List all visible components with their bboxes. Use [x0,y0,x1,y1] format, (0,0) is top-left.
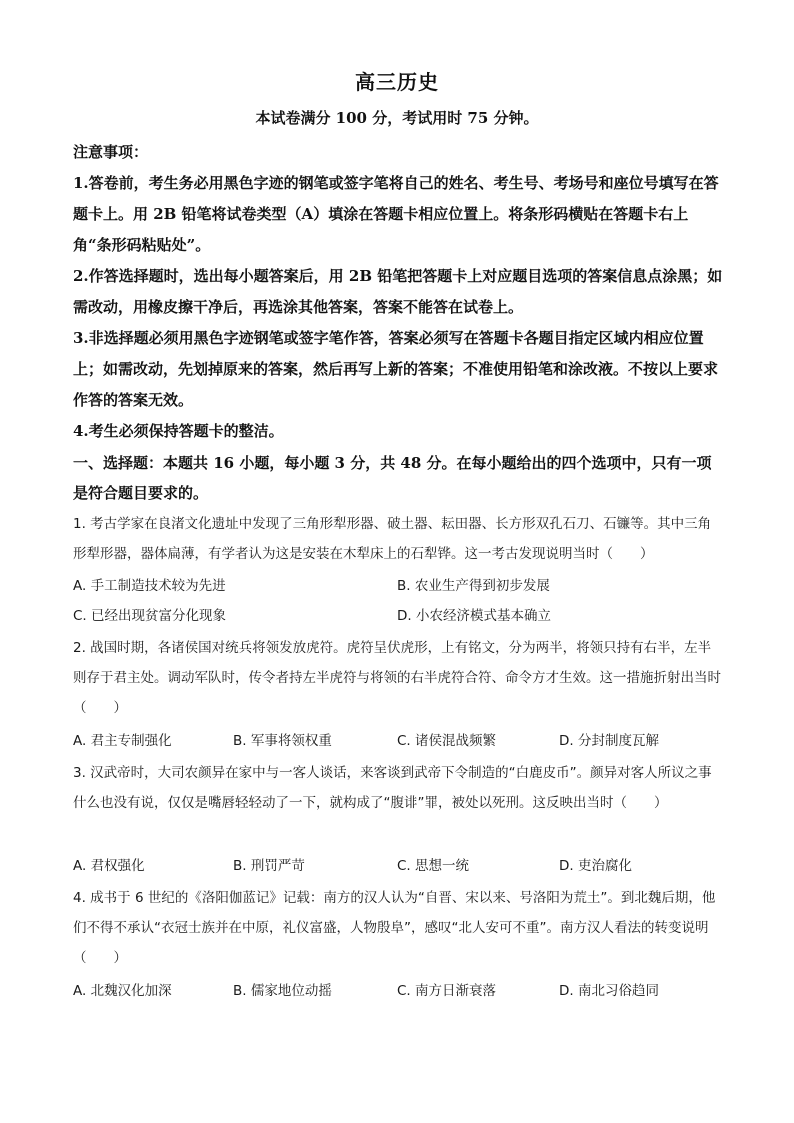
question-3-stem: 3. 汉武帝时，大司农颜异在家中与一客人谈话，来客谈到武帝下令制造的“白鹿皮币”。颜异对客人所议之事什么也没有说，仅仅是嘴唇轻轻动了一下，就构成了“腹诽”罪，被处以死刑。这反映出当时（ ） [73,765,712,811]
question-3-option-d[interactable]: D. 吏治腐化 [559,858,632,874]
question-4-stem: 4. 成书于 6 世纪的《洛阳伽蓝记》记载：南方的汉人认为“自晋、宋以来、号洛阳为荒土”。到北魏后期，他们不得不承认“衣冠士族并在中原，礼仪富盛，人物殷阜”，感叹“北人安可不重”。南方汉人看法的转变说明（ ） [73,890,716,966]
question-1-option-b[interactable]: B. 农业生产得到初步发展 [397,578,550,594]
question-2-option-d[interactable]: D. 分封制度瓦解 [559,733,659,749]
question-4-options [73,976,723,1006]
question-4-option-c[interactable]: C. 南方日渐衰落 [397,983,497,999]
question-1-option-a[interactable]: A. 手工制造技术较为先进 [73,578,226,594]
exam-subtitle: 本试卷满分 100 分，考试用时 75 分钟。 [255,109,539,127]
question-2-stem: 2. 战国时期，各诸侯国对统兵将领发放虎符。虎符呈伏虎形，上有铭文，分为两半，将领只持有右半，左半则存于君主处。调动军队时，传令者持左半虎符与将领的右半虎符合符、命令方才生效。这一措施折射出当时（ ） [73,640,721,716]
notice-item-3: 3.非选择题必须用黑色字迹钢笔或签字笔作答，答案必须写在答题卡各题目指定区域内相应位置上；如需改动，先划掉原来的答案，然后再写上新的答案；不准使用铅笔和涂改液。不按以上要求作答的答案无效。 [73,329,719,409]
question-4-option-d[interactable]: D. 南北习俗趋同 [559,983,659,999]
question-4-option-a[interactable]: A. 北魏汉化加深 [73,983,172,999]
page-title: 高三历史 [355,70,439,94]
notice-block [73,137,723,447]
question-1-option-c[interactable]: C. 已经出现贫富分化现象 [73,608,227,624]
question-1-stem: 1. 考古学家在良渚文化遗址中发现了三角形犁形器、破土器、耘田器、长方形双孔石刀、石镰等。其中三角形犁形器，器体扁薄，有学者认为这是安装在木犁床上的石犁铧。这一考古发现说明当时（ ） [73,516,712,562]
question-3-option-a[interactable]: A. 君权强化 [73,858,145,874]
notice-item-1: 1.答卷前，考生务必用黑色字迹的钢笔或签字笔将自己的姓名、考生号、考场号和座位号填写在答题卡上。用 2B 铅笔将试卷类型（A）填涂在答题卡相应位置上。将条形码横贴在答题卡右上角“条形码粘贴处”。 [73,174,719,254]
notice-heading: 注意事项： [73,143,149,161]
question-2-option-b[interactable]: B. 军事将领权重 [233,733,332,749]
question-3-option-b[interactable]: B. 刑罚严苛 [233,858,305,874]
question-3-option-c[interactable]: C. 思想一统 [397,858,470,874]
question-2-options [73,726,723,756]
question-3-options [73,851,723,881]
question-1-options-row2 [73,601,723,631]
notice-item-4: 4.考生必须保持答题卡的整洁。 [73,422,284,440]
question-1-options-row1 [73,571,723,601]
question-4-option-b[interactable]: B. 儒家地位动摇 [233,983,332,999]
question-1-option-d[interactable]: D. 小农经济模式基本确立 [397,608,551,624]
section-heading: 一、选择题：本题共 16 小题，每小题 3 分，共 48 分。在每小题给出的四个选项中，只有一项是符合题目要求的。 [73,454,712,502]
notice-item-2: 2.作答选择题时，选出每小题答案后，用 2B 铅笔把答题卡上对应题目选项的答案信息点涂黑；如需改动，用橡皮擦干净后，再选涂其他答案，答案不能答在试卷上。 [73,267,723,316]
question-2-option-c[interactable]: C. 诸侯混战频繁 [397,733,497,749]
question-2-option-a[interactable]: A. 君主专制强化 [73,733,172,749]
